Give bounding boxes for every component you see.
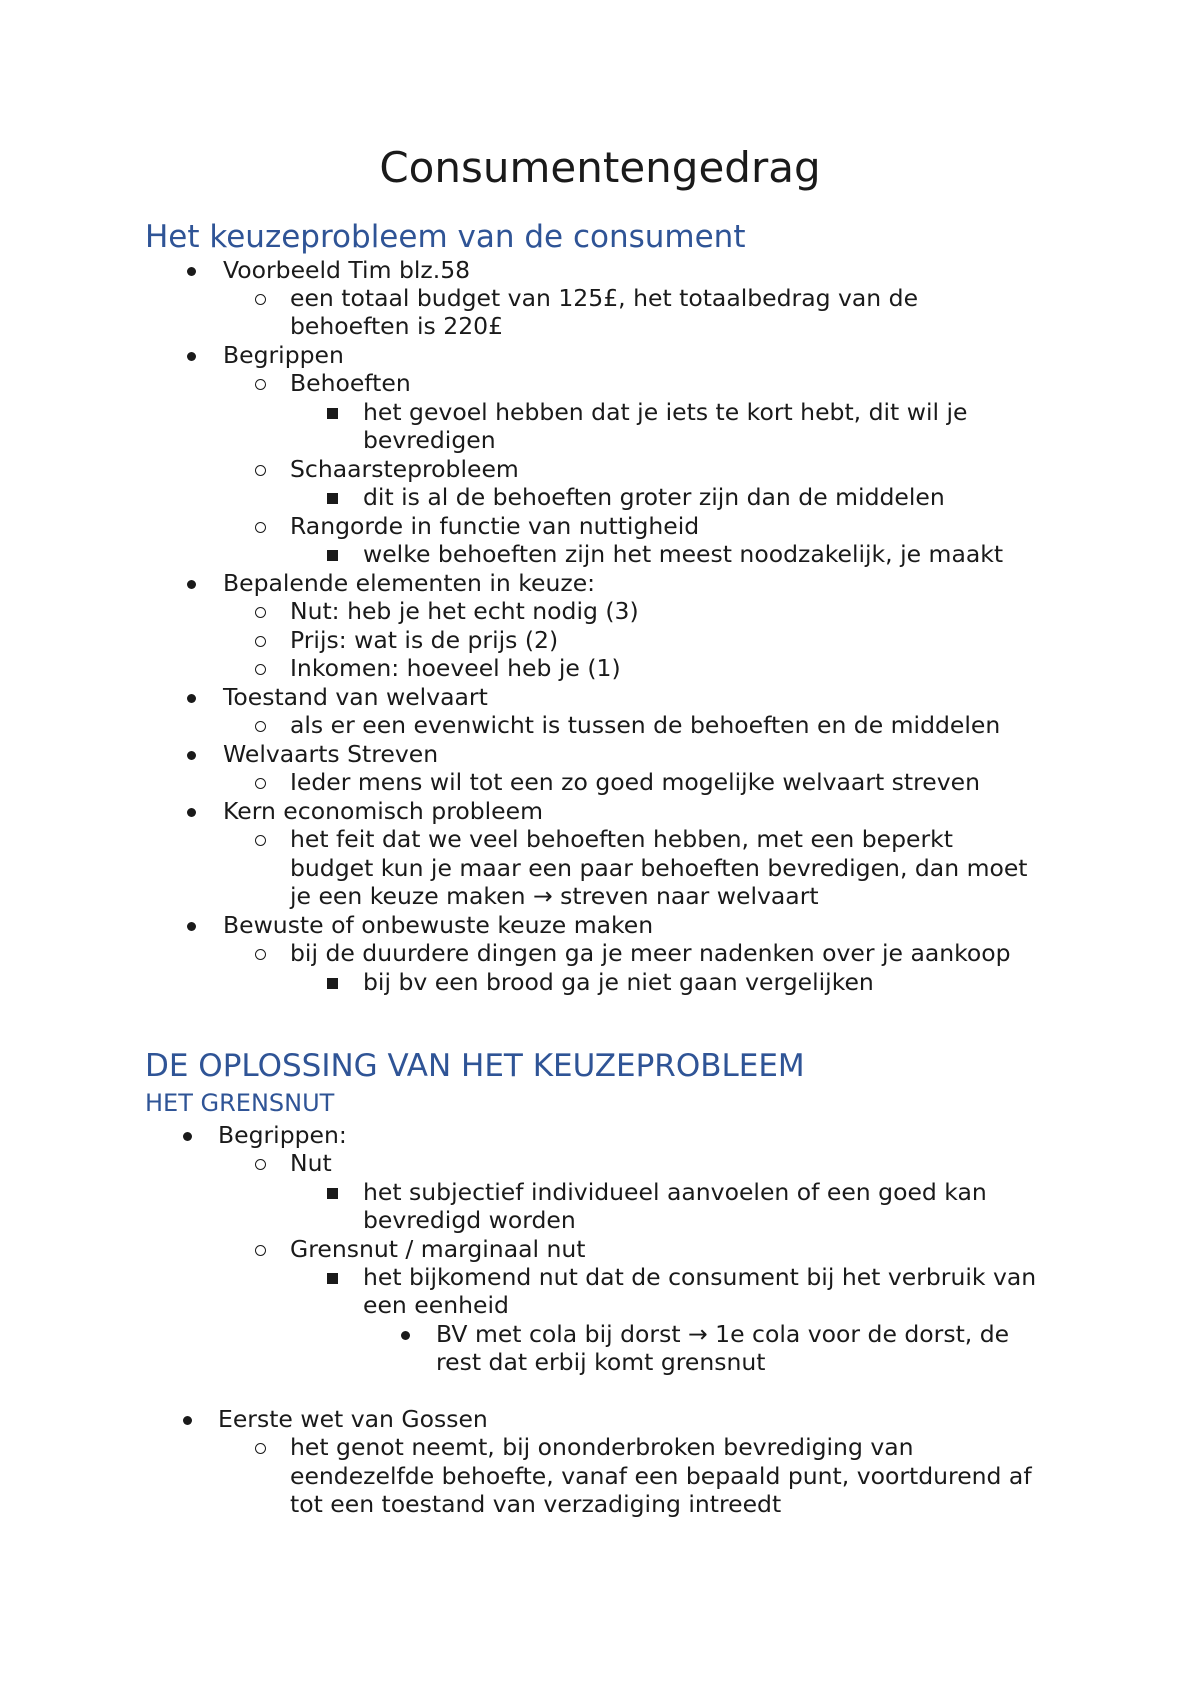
list-item: Welvaarts Streven: [223, 740, 439, 768]
list-item: Bewuste of onbewuste keuze maken: [223, 911, 654, 939]
list-item-continuation: bevredigd worden: [363, 1206, 576, 1234]
bullet-dot-icon: [401, 1331, 410, 1340]
list-item: bij de duurdere dingen ga je meer nadenken over je aankoop: [290, 939, 1011, 967]
list-item: dit is al de behoeften groter zijn dan de middelen: [363, 483, 945, 511]
bullet-circle-icon: [255, 664, 266, 675]
list-item: Voorbeeld Tim blz.58: [223, 256, 471, 284]
list-item: BV met cola bij dorst → 1e cola voor de dorst, de: [436, 1320, 1010, 1348]
bullet-circle-icon: [255, 465, 266, 476]
bullet-dot-icon: [187, 922, 196, 931]
list-item: Begrippen:: [218, 1121, 347, 1149]
bullet-circle-icon: [255, 522, 266, 533]
subsection-heading: HET GRENSNUT: [145, 1089, 335, 1117]
bullet-dot-icon: [187, 694, 196, 703]
list-item: Schaarsteprobleem: [290, 455, 519, 483]
bullet-circle-icon: [255, 1443, 266, 1454]
bullet-circle-icon: [255, 1159, 266, 1170]
list-item-continuation: een eenheid: [363, 1291, 509, 1319]
bullet-dot-icon: [187, 808, 196, 817]
bullet-circle-icon: [255, 721, 266, 732]
list-item-continuation: budget kun je maar een paar behoeften bevredigen, dan moet: [290, 854, 1028, 882]
list-item: bij bv een brood ga je niet gaan vergelijken: [363, 968, 874, 996]
list-item-continuation: tot een toestand van verzadiging intreedt: [290, 1490, 782, 1518]
document-title: Consumentengedrag: [379, 143, 821, 192]
list-item: het gevoel hebben dat je iets te kort hebt, dit wil je: [363, 398, 968, 426]
list-item: het genot neemt, bij ononderbroken bevrediging van: [290, 1433, 914, 1461]
bullet-circle-icon: [255, 607, 266, 618]
list-item: het subjectief individueel aanvoelen of een goed kan: [363, 1178, 987, 1206]
bullet-square-icon: [327, 493, 338, 504]
list-item-continuation: eendezelfde behoefte, vanaf een bepaald punt, voortdurend af: [290, 1462, 1032, 1490]
bullet-square-icon: [327, 1188, 338, 1199]
bullet-circle-icon: [255, 1245, 266, 1256]
bullet-square-icon: [327, 408, 338, 419]
bullet-circle-icon: [255, 949, 266, 960]
bullet-square-icon: [327, 550, 338, 561]
list-item: welke behoeften zijn het meest noodzakelijk, je maakt: [363, 540, 1004, 568]
list-item: Inkomen: hoeveel heb je (1): [290, 654, 621, 682]
bullet-circle-icon: [255, 294, 266, 305]
list-item: een totaal budget van 125£, het totaalbedrag van de: [290, 284, 919, 312]
bullet-circle-icon: [255, 835, 266, 846]
bullet-dot-icon: [183, 1416, 192, 1425]
bullet-dot-icon: [187, 267, 196, 276]
list-item: Behoeften: [290, 369, 411, 397]
list-item-continuation: je een keuze maken → streven naar welvaart: [290, 882, 819, 910]
list-item: Rangorde in functie van nuttigheid: [290, 512, 700, 540]
bullet-dot-icon: [183, 1132, 192, 1141]
section-heading: DE OPLOSSING VAN HET KEUZEPROBLEEM: [145, 1048, 805, 1084]
bullet-dot-icon: [187, 751, 196, 760]
section-heading: Het keuzeprobleem van de consument: [145, 219, 746, 255]
list-item-continuation: bevredigen: [363, 426, 496, 454]
list-item: Toestand van welvaart: [223, 683, 488, 711]
list-item: als er een evenwicht is tussen de behoeften en de middelen: [290, 711, 1001, 739]
list-item: Begrippen: [223, 341, 344, 369]
list-item: Bepalende elementen in keuze:: [223, 569, 596, 597]
list-item-continuation: behoeften is 220£: [290, 312, 504, 340]
list-item: Eerste wet van Gossen: [218, 1405, 488, 1433]
list-item: Grensnut / marginaal nut: [290, 1235, 586, 1263]
bullet-dot-icon: [187, 580, 196, 589]
bullet-dot-icon: [187, 352, 196, 361]
list-item-continuation: rest dat erbij komt grensnut: [436, 1348, 766, 1376]
list-item: Kern economisch probleem: [223, 797, 543, 825]
list-item: Nut: [290, 1149, 332, 1177]
bullet-circle-icon: [255, 778, 266, 789]
list-item: het bijkomend nut dat de consument bij het verbruik van: [363, 1263, 1037, 1291]
bullet-circle-icon: [255, 379, 266, 390]
list-item: Ieder mens wil tot een zo goed mogelijke welvaart streven: [290, 768, 980, 796]
bullet-square-icon: [327, 978, 338, 989]
list-item: Prijs: wat is de prijs (2): [290, 626, 559, 654]
bullet-circle-icon: [255, 636, 266, 647]
list-item: Nut: heb je het echt nodig (3): [290, 597, 639, 625]
bullet-square-icon: [327, 1273, 338, 1284]
list-item: het feit dat we veel behoeften hebben, met een beperkt: [290, 825, 953, 853]
